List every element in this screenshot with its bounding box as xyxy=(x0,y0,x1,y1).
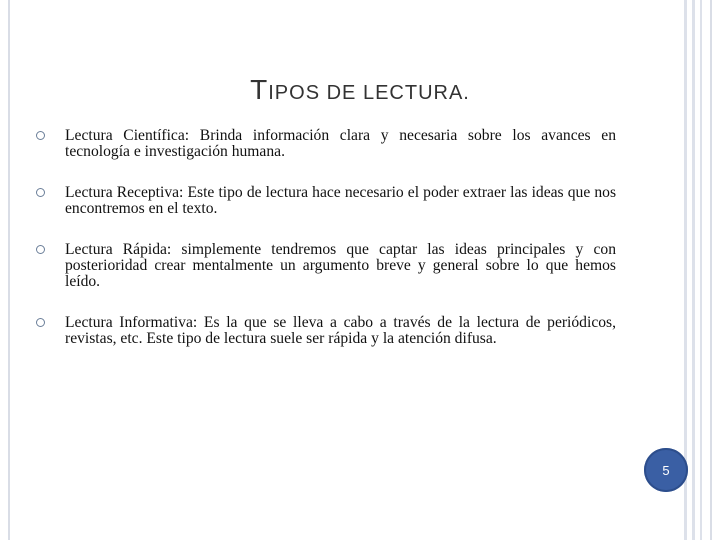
bullet-circle-icon xyxy=(36,245,45,254)
bullet-circle-icon xyxy=(36,318,45,327)
bullet-circle-icon xyxy=(36,188,45,197)
bullet-item xyxy=(36,242,616,290)
bullet-text: Este tipo de lectura hace necesario el poder extraer las ideas que nos encontremos en el texto. xyxy=(65,184,617,217)
title-rest: IPOS DE LECTURA. xyxy=(268,82,470,104)
slide-title xyxy=(0,74,720,106)
title-first-letter: T xyxy=(250,74,269,105)
bullet-list xyxy=(36,128,616,372)
bullet-text: simplemente tendremos que captar las ideas principales y con posterioridad crear mentalmente un argumento breve y general sobre lo que hemos leído. xyxy=(65,241,616,290)
page-number: 5 xyxy=(662,462,670,478)
bullet-term: Lectura Receptiva: xyxy=(65,184,184,201)
bullet-text: Brinda información clara y necesaria sobre los avances en tecnología e investigación humana. xyxy=(65,127,616,160)
page-number-badge xyxy=(644,448,688,492)
bullet-circle-icon xyxy=(36,131,45,140)
bullet-term: Lectura Informativa: xyxy=(65,314,198,331)
bullet-item xyxy=(36,185,616,217)
bullet-item xyxy=(36,315,616,347)
bullet-item xyxy=(36,128,616,160)
bullet-text: Es la que se lleva a cabo a través de la lectura de periódicos, revistas, etc. Este tipo de lectura suele ser rápida y la atención difusa. xyxy=(65,314,616,347)
bullet-term: Lectura Científica: xyxy=(65,127,190,144)
bullet-term: Lectura Rápida: xyxy=(65,241,172,258)
